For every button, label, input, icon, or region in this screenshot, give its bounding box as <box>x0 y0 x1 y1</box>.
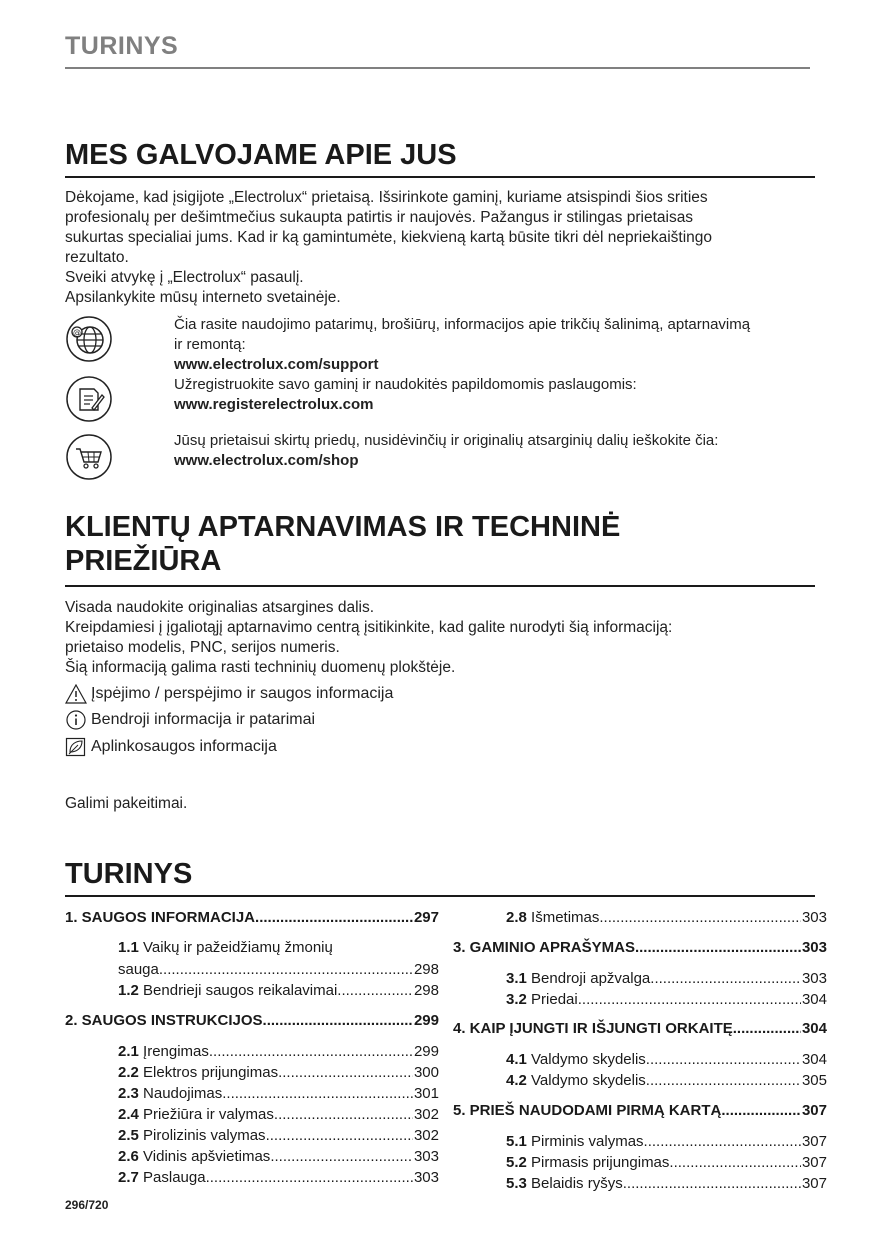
section-heading-about: MES GALVOJAME APIE JUS <box>65 139 457 171</box>
toc-subsection-entry[interactable]: 2.6 Vidinis apšvietimas ..... 303 <box>118 1148 439 1165</box>
toc-subsection-entry[interactable]: 4.2 Valdymo skydelis ..... 305 <box>506 1072 827 1089</box>
toc-subsection-entry[interactable]: 2.2 Elektros prijungimas ..... 300 <box>118 1064 439 1081</box>
toc-subsection-entry[interactable]: 2.1 Įrengimas ..... 299 <box>118 1043 439 1060</box>
legend-environment: Aplinkosaugos informacija <box>65 737 277 757</box>
toc-section-entry[interactable]: 2. SAUGOS INSTRUKCIJOS ..... 299 <box>65 1012 439 1029</box>
toc-heading: TURINYS <box>65 858 193 890</box>
support-url-link[interactable]: www.electrolux.com/support <box>174 356 379 373</box>
service-paragraph: Visada naudokite originalias atsargines dalis. Kreipdamiesi į įgaliotąjį aptarnavimo centrą įsitikinkite, kad galite nurodyti šią informaciją: prietaiso modelis, PNC, serijos numeris. Šią informaciją galima rasti techninių duomenų plokštėje. <box>65 599 673 676</box>
toc-section-entry[interactable]: 5. PRIEŠ NAUDODAMI PIRMĄ KARTĄ ..... 307 <box>453 1102 827 1119</box>
toc-subsection-entry[interactable]: 5.3 Belaidis ryšys ..... 307 <box>506 1175 827 1192</box>
toc-subsection-entry[interactable]: 2.5 Pirolizinis valymas ..... 302 <box>118 1127 439 1144</box>
shop-link-block: Jūsų prietaisui skirtų priedų, nusidėvinčių ir originalių atsarginių dalių ieškokite čia: www.electrolux.com/shop <box>174 432 719 469</box>
register-url-link[interactable]: www.registerelectrolux.com <box>174 396 374 413</box>
toc-subsection-entry[interactable]: 1.2 Bendrieji saugos reikalavimai ..... 298 <box>118 982 439 999</box>
page-number: 296/720 <box>65 1198 109 1212</box>
legend-info: Bendroji informacija ir patarimai <box>65 710 315 730</box>
support-link-block: Čia rasite naudojimo patarimų, brošiūrų, informacijos apie trikčių šalinimą, aptarnavimą ir remontą: www.electrolux.com/support <box>174 316 751 373</box>
shop-url-link[interactable]: www.electrolux.com/shop <box>174 452 359 469</box>
running-header-title: TURINYS <box>65 32 179 60</box>
svg-text:@: @ <box>73 328 81 337</box>
changes-note: Galimi pakeitimai. <box>65 795 188 812</box>
toc-subsection-entry[interactable]: 5.1 Pirminis valymas ..... 307 <box>506 1133 827 1150</box>
toc-section-entry[interactable]: 1. SAUGOS INFORMACIJA ..... 297 <box>65 909 439 926</box>
toc-subsection-entry[interactable]: 2.7 Paslauga ..... 303 <box>118 1169 439 1186</box>
register-link-block: Užregistruokite savo gaminį ir naudokitės papildomomis paslaugomis: www.registerelectrolux.com <box>174 376 637 413</box>
toc-section-entry[interactable]: 3. GAMINIO APRAŠYMAS ..... 303 <box>453 939 827 956</box>
section-heading-service: KLIENTŲ APTARNAVIMAS IR TECHNINĖ PRIEŽIŪRA <box>65 511 621 577</box>
toc-subsection-entry[interactable]: 3.2 Priedai ..... 304 <box>506 991 827 1008</box>
toc-subsection-entry[interactable]: 1.1 Vaikų ir pažeidžiamų žmonių <box>118 939 333 956</box>
toc-subsection-entry[interactable]: 4.1 Valdymo skydelis ..... 304 <box>506 1051 827 1068</box>
legend-warning: Įspėjimo / perspėjimo ir saugos informacija <box>65 684 393 704</box>
toc-subsection-entry[interactable]: 5.2 Pirmasis prijungimas ..... 307 <box>506 1154 827 1171</box>
toc-section-entry[interactable]: 4. KAIP ĮJUNGTI IR IŠJUNGTI ORKAITĘ ..... 304 <box>453 1020 827 1037</box>
toc-subsection-entry-cont[interactable]: sauga ..... 298 <box>118 961 439 978</box>
toc-subsection-entry[interactable]: 2.8 Išmetimas ..... 303 <box>506 909 827 926</box>
toc-subsection-entry[interactable]: 3.1 Bendroji apžvalga ..... 303 <box>506 970 827 987</box>
toc-subsection-entry[interactable]: 2.3 Naudojimas ..... 301 <box>118 1085 439 1102</box>
intro-paragraph: Dėkojame, kad įsigijote „Electrolux“ prietaisą. Išsirinkote gaminį, kuriame atsispindi šios srities profesionalų per dešimtmečius sukaupta patirtis ir naujovės. Pažangus ir stilingas prietaisas sukurtas specialiai jums. Kad ir ką gamintumėte, kiekvieną kartą būsite tikri dėl nepriekaištingo rezultato. Sveiki atvykę į „Electrolux“ pasaulį. Apsilankykite mūsų interneto svetainėje. <box>65 189 712 306</box>
toc-subsection-entry[interactable]: 2.4 Priežiūra ir valymas ..... 302 <box>118 1106 439 1123</box>
